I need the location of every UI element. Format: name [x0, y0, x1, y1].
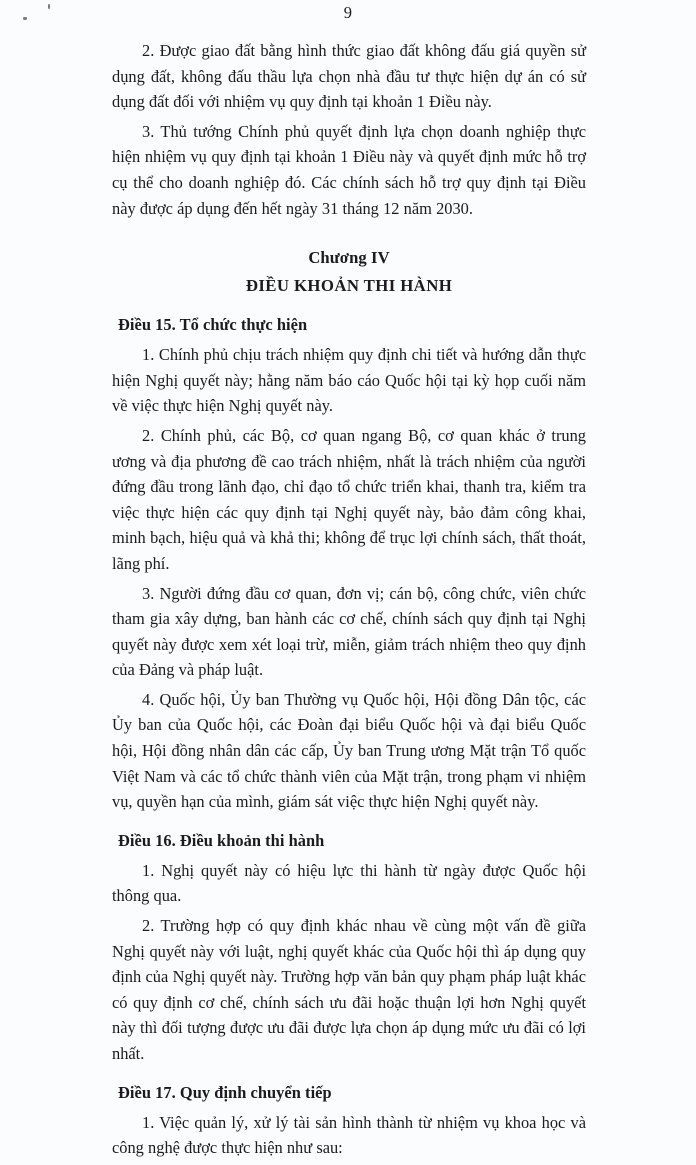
article-17-heading: Điều 17. Quy định chuyển tiếp [118, 1082, 332, 1102]
document-body [112, 38, 586, 1165]
page-number: 9 [343, 3, 353, 22]
paragraph-clause-3-prime-minister: 3. Thủ tướng Chính phủ quyết định lựa chọn doanh nghiệp thực hiện nhiệm vụ quy định tại khoản 1 Điều này và quyết định mức hỗ trợ cụ thể cho doanh nghiệp đó. Các chính sách hỗ trợ quy định tại Điều này được áp dụng đến hết ngày 31 tháng 12 năm 2030. [112, 121, 586, 218]
chapter-heading-block [112, 245, 586, 299]
article-15-heading: Điều 15. Tổ chức thực hiện [118, 315, 308, 335]
chapter-title: ĐIỀU KHOẢN THI HÀNH [245, 276, 453, 296]
article-16-heading: Điều 16. Điều khoản thi hành [118, 830, 325, 850]
article-15-clause-3: 3. Người đứng đầu cơ quan, đơn vị; cán bộ, công chức, viên chức tham gia xây dựng, ban hành các cơ chế, chính sách quy định tại Nghị quyết này được xem xét loại trừ, miễn, giảm trách nhiệm theo quy định của Đảng và pháp luật. [112, 583, 586, 680]
paragraph-clause-2-land: 2. Được giao đất bằng hình thức giao đất không đấu giá quyền sử dụng đất, không đấu thầu lựa chọn nhà đầu tư thực hiện dự án có sử dụng đất đối với nhiệm vụ quy định tại khoản 1 Điều này. [112, 41, 586, 112]
article-15-clause-2: 2. Chính phủ, các Bộ, cơ quan ngang Bộ, cơ quan khác ở trung ương và địa phương đề cao trách nhiệm, nhất là trách nhiệm của người đứng đầu trong lãnh đạo, chỉ đạo tổ chức triển khai, thanh tra, kiểm tra việc thực hiện các quy định tại Nghị quyết này, bảo đảm công khai, minh bạch, hiệu quả và khả thi; không để trục lợi chính sách, thất thoát, lãng phí. [112, 425, 586, 573]
chapter-label: Chương IV [308, 248, 390, 268]
article-15-clause-1: 1. Chính phủ chịu trách nhiệm quy định chi tiết và hướng dẫn thực hiện Nghị quyết này; hằng năm báo cáo Quốc hội tại kỳ họp cuối năm về việc thực hiện Nghị quyết này. [112, 345, 586, 416]
article-17-clause-1: 1. Việc quản lý, xử lý tài sản hình thành từ nhiệm vụ khoa học và công nghệ được thực hiện như sau: [112, 1112, 586, 1158]
article-16-clause-1: 1. Nghị quyết này có hiệu lực thi hành từ ngày được Quốc hội thông qua. [112, 860, 586, 906]
article-15-clause-4: 4. Quốc hội, Ủy ban Thường vụ Quốc hội, Hội đồng Dân tộc, các Ủy ban của Quốc hội, các Đoàn đại biểu Quốc hội và đại biểu Quốc hội, Hội đồng nhân dân các cấp, Ủy ban Trung ương Mặt trận Tổ quốc Việt Nam và các tổ chức thành viên của Mặt trận, trong phạm vi nhiệm vụ, quyền hạn của mình, giám sát việc thực hiện Nghị quyết này. [112, 689, 586, 812]
article-16-clause-2: 2. Trường hợp có quy định khác nhau về cùng một vấn đề giữa Nghị quyết này với luật, nghị quyết khác của Quốc hội thì áp dụng quy định của Nghị quyết này. Trường hợp văn bản quy phạm pháp luật khác có quy định cơ chế, chính sách ưu đãi hoặc thuận lợi hơn Nghị quyết này thì đối tượng được ưu đãi được lựa chọn áp dụng mức ưu đãi có lợi nhất. [112, 916, 586, 1063]
